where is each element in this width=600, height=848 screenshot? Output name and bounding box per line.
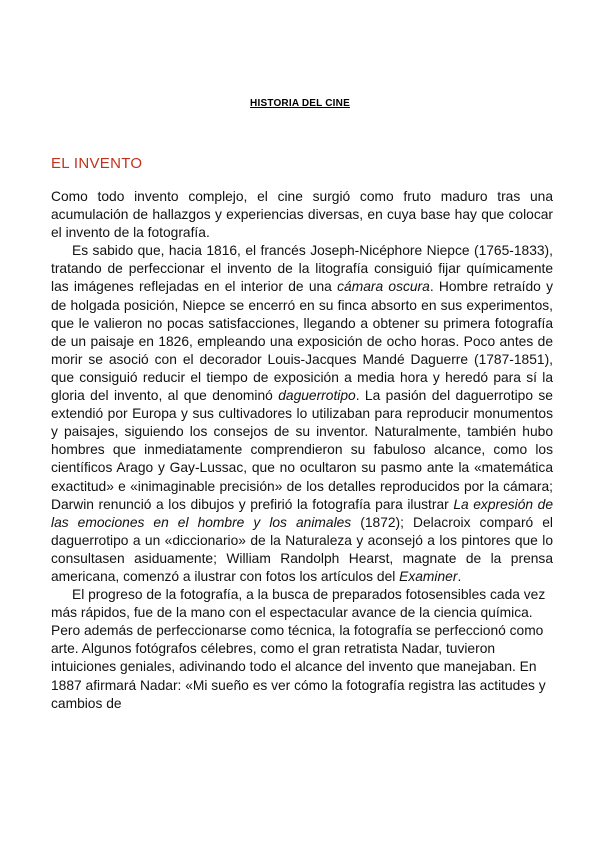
emphasis-camara-oscura: cámara oscura — [337, 279, 430, 295]
section-heading: EL INVENTO — [51, 155, 143, 172]
paragraph-2-text-b: . Hombre retraído y de holgada posición, Niepce se encerró en su finca absorto en sus experimentos, que le valieron no pocas satisfacciones, llegando a obtener su primera fotografía de un paisaje en 1826, empleando una exposición de ocho horas. Poco antes de morir se asoció con el decorador Louis-Jacques Mandé Daguerre (1787-1851), que consiguió reducir el tiempo de exposición a media hora y heredó para sí la gloria del invento, al que denominó — [51, 279, 554, 404]
paragraph-3: El progreso de la fotografía, a la busca de preparados fotosensibles cada vez más rápidos, fue de la mano con el espectacular avance de la ciencia química. Pero además de perfeccionarse como técnica, la fotografía se perfeccionó como arte. Algunos fotógrafos célebres, como el gran retratista Nadar, tuvieron intuiciones geniales, adivinando todo el alcance del invento que manejaban. En 1887 afirmará Nadar: «Mi sueño es ver cómo la fotografía registra las actitudes y cambios de — [51, 587, 546, 711]
paragraph-2-text-d: (1872); Delacroix comparó el daguerrotipo a un «diccionario» de la Naturaleza y aconsejó a los pintores que lo consultasen asiduamente; William Randolph Hearst, magnate de la prensa americana, comenzó a ilustrar con fotos los artículos del — [51, 514, 553, 584]
document-title: HISTORIA DEL CINE — [250, 98, 350, 109]
emphasis-examiner: Examiner — [399, 568, 458, 584]
emphasis-daguerrotipo: daguerrotipo — [278, 388, 356, 404]
paragraph-2-text-e: . — [457, 568, 462, 584]
paragraph-2 — [51, 242, 553, 586]
body-text — [51, 188, 553, 713]
paragraph-1: Como todo invento complejo, el cine surgió como fruto maduro tras una acumulación de hallazgos y experiencias diversas, en cuya base hay que colocar el invento de la fotografía. — [51, 189, 553, 241]
paragraph-2-text-a: Es sabido que, hacia 1816, el francés Joseph-Nicéphore Niepce (1765-1833), tratando de perfeccionar el invento de la litografía consiguió fijar químicamente las imágenes reflejadas en el interior de una — [51, 243, 553, 295]
emphasis-book-title: La expresión de las emociones en el hombre y los animales — [51, 496, 553, 530]
paragraph-2-text-c: . La pasión del daguerrotipo se extendió por Europa y sus cultivadores lo utilizaban para reproducir monumentos y paisajes, siguiendo los consejos de su inventor. Naturalmente, también hubo hombres que inmediatamente comprendieron su fabuloso alcance, como los científicos Arago y Gay-Lussac, que no ocultaron su pasmo ante la «matemática exactitud» e «inimaginable precisión» de los detalles reproducidos por la cámara; Darwin renunció a los dibujos y prefirió la fotografía para ilustrar — [51, 388, 553, 512]
